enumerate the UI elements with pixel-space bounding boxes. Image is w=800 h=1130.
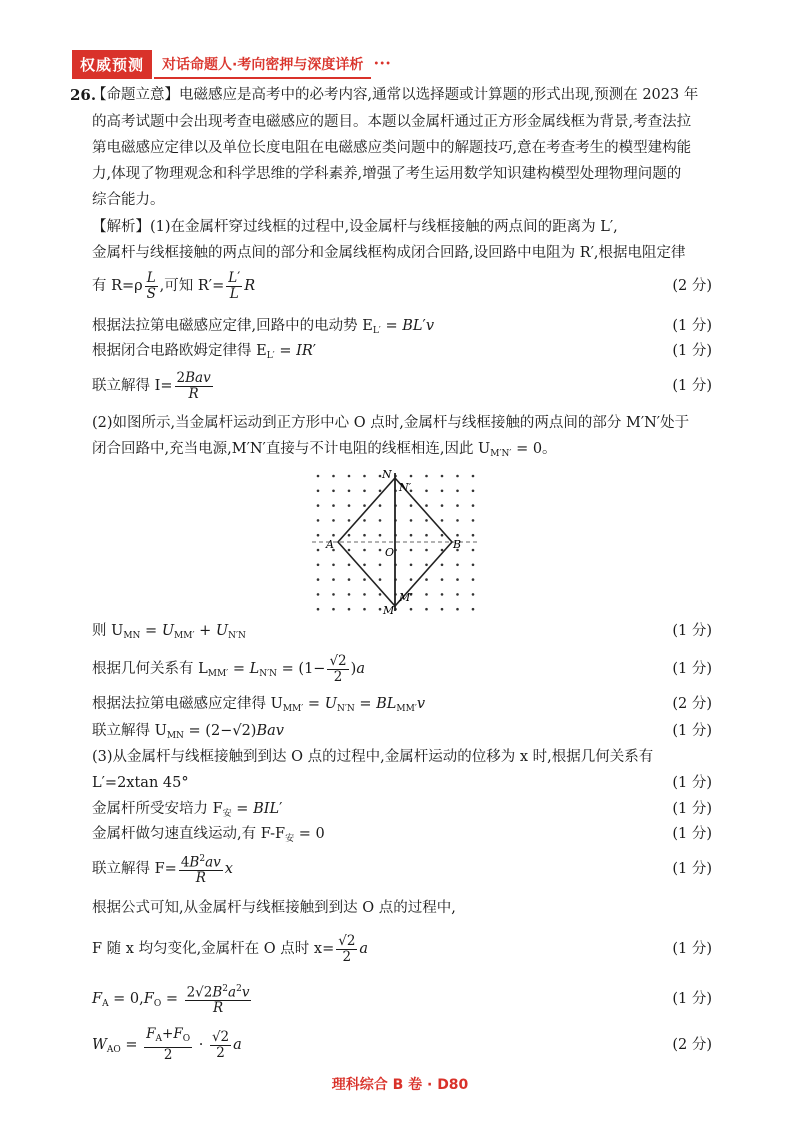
label-O: O (385, 546, 395, 559)
field-dot (441, 549, 444, 552)
field-dot (332, 504, 335, 507)
field-dot (379, 475, 382, 478)
field-dot (379, 593, 382, 596)
field-dot (456, 578, 459, 581)
field-dot (456, 593, 459, 596)
field-dot (332, 475, 335, 478)
field-dot (456, 490, 459, 493)
part3-length: L′=2xtan 45° (1 分) (92, 775, 712, 791)
header-badge: 权威预测 (72, 50, 152, 79)
intent-line-1: 【命题立意】电磁感应是高考中的必考内容,通常以选择题或计算题的形式出现,预测在 2023 年 (92, 87, 699, 103)
field-dot (363, 475, 366, 478)
part2-line-1: (2)如图所示,当金属杆运动到正方形中心 O 点时,金属杆与线框接触的两点间的部分 M′N′处于 (92, 415, 690, 431)
field-dot (410, 504, 413, 507)
field-dot (332, 578, 335, 581)
field-dot (410, 608, 413, 611)
page-footer: 理科综合 B 卷 · D80 (331, 1077, 469, 1093)
field-dot (472, 608, 475, 611)
label-M: M (383, 604, 395, 616)
field-dot (332, 608, 335, 611)
field-dot (456, 519, 459, 522)
field-dot (348, 593, 351, 596)
field-dot (441, 519, 444, 522)
field-dot (472, 593, 475, 596)
field-dot (317, 593, 320, 596)
part3-line-formula: 根据公式可知,从金属杆与线框接触到到达 O 点的过程中, (92, 900, 456, 916)
label-N: N (382, 468, 392, 481)
field-dot (472, 549, 475, 552)
field-dot (363, 504, 366, 507)
field-dot (317, 490, 320, 493)
field-dot (425, 608, 428, 611)
geometry-length: 根据几何关系有 $L_{MM'} = L_{N'N} = (1-$ $\frac{√2}{2}$ )a (1 分) (92, 652, 712, 685)
emf-line: 根据法拉第电磁感应定律,回路中的电动势 $E_{L'} = BL'v$ (1 分) (92, 318, 712, 336)
field-dot (317, 608, 320, 611)
work-formula: $W_{AO}$ = $\frac{F_A+F_O}{2}$ · $\frac{√2}{2}$ a (2 分) (92, 1026, 712, 1063)
field-dot (425, 549, 428, 552)
field-dot (332, 490, 335, 493)
analysis-line-2: 金属杆与线框接触的两点间的部分和金属线框构成闭合回路,设回路中电阻为 R′,根据电阻定律 (92, 245, 686, 261)
field-dot (456, 564, 459, 567)
question-number: 26. (70, 86, 97, 104)
intent-line-2: 的高考试题中会出现考查电磁感应的题目。本题以金属杆通过正方形金属线框为背景,考查法拉 (92, 114, 692, 130)
field-dot (379, 490, 382, 493)
field-dot (472, 475, 475, 478)
field-dot (456, 504, 459, 507)
field-dot (456, 534, 459, 537)
field-dot (425, 534, 428, 537)
field-dot (348, 490, 351, 493)
intent-line-5: 综合能力。 (92, 192, 165, 208)
field-dot (441, 504, 444, 507)
current-result: 联立解得 I= $\frac{\text{2Bav}}{R}$ (1 分) (92, 369, 712, 402)
field-dot (441, 490, 444, 493)
field-dot (425, 490, 428, 493)
field-dot (379, 578, 382, 581)
field-dot (425, 475, 428, 478)
part2-line-2: 闭合回路中,充当电源,M′N′直接与不计电阻的线框相连,因此 $U_{M'N'} = 0$。 (92, 441, 557, 459)
field-dot (317, 504, 320, 507)
field-dot (363, 564, 366, 567)
field-dot (472, 564, 475, 567)
page-header (72, 50, 391, 79)
field-dot (348, 519, 351, 522)
field-dot (332, 564, 335, 567)
intent-line-3: 第电磁感应定律以及单位长度电阻在电磁感应类问题中的解题技巧,意在考查考生的模型建构能 (92, 140, 692, 156)
field-dot (410, 534, 413, 537)
label-B: B (453, 538, 462, 551)
field-dot (410, 475, 413, 478)
field-dot (363, 490, 366, 493)
force-result: 联立解得 F= $\frac{4B^2av}{R}$ x (1 分) (92, 853, 712, 887)
field-dot (425, 593, 428, 596)
label-A: A (326, 538, 334, 551)
field-dot (363, 534, 366, 537)
header-subtitle: 对话命题人·考向密押与深度详析 (154, 51, 371, 79)
field-dot (363, 519, 366, 522)
field-dot (425, 564, 428, 567)
voltage-result: 联立解得 $U_{MN} = (2-√2)Bav$ (1 分) (92, 723, 712, 741)
ohm-line: 根据闭合电路欧姆定律得 $E_{L'} = IR'$ (1 分) (92, 343, 712, 361)
field-dot (379, 519, 382, 522)
intent-line-4: 力,体现了物理观念和科学思维的学科素养,增强了考生运用数学知识建构模型处理物理问题的 (92, 166, 682, 182)
field-dot (317, 578, 320, 581)
label-M-prime: M′ (399, 591, 413, 604)
field-dot (456, 475, 459, 478)
field-dot (441, 593, 444, 596)
force-linear: F 随 x 均匀变化,金属杆在 O 点时 x= $\frac{√2}{2}$ a (1 分) (92, 932, 712, 965)
field-dot (425, 504, 428, 507)
header-decoration: ••• (373, 59, 392, 70)
analysis-line-1: 【解析】(1)在金属杆穿过线框的过程中,设金属杆与线框接触的两点间的距离为 L′, (92, 219, 618, 235)
field-dot (348, 549, 351, 552)
field-dot (379, 534, 382, 537)
field-dot (363, 593, 366, 596)
field-dot (348, 564, 351, 567)
uniform-motion: 金属杆做匀速直线运动,有 $F-F_安 = 0$ (1 分) (92, 826, 712, 844)
field-dot (472, 534, 475, 537)
field-dot (410, 564, 413, 567)
field-dot (317, 475, 320, 478)
field-dot (332, 593, 335, 596)
field-dot (472, 504, 475, 507)
field-dot (441, 564, 444, 567)
field-dot (348, 534, 351, 537)
resistance-formula: 有 R=ρ $\frac{L}{S}$ ,可知 R′= $\frac{L'}{L}$ R (2 分) (92, 269, 712, 302)
field-dot (410, 519, 413, 522)
field-dot (379, 504, 382, 507)
part3-line-1: (3)从金属杆与线框接触到到达 O 点的过程中,金属杆运动的位移为 x 时,根据几何关系有 (92, 749, 654, 765)
label-N-prime: N′ (399, 481, 412, 494)
force-endpoints: $F_A = 0,F_O$ = $\frac{2√2B^2a^2v}{R}$ (1 分) (92, 983, 712, 1017)
field-dot (317, 534, 320, 537)
voltage-sum: 则 $U_{MN} = U_{MM'} + U_{N'N}$ (1 分) (92, 623, 712, 641)
field-dot (472, 578, 475, 581)
field-dot (348, 578, 351, 581)
field-dot (348, 608, 351, 611)
field-dot (332, 519, 335, 522)
field-dot (379, 564, 382, 567)
field-dot (425, 519, 428, 522)
field-dot (317, 519, 320, 522)
field-dot (379, 608, 382, 611)
field-dot (472, 519, 475, 522)
field-dot (317, 549, 320, 552)
field-dot (348, 475, 351, 478)
field-dot (456, 608, 459, 611)
field-dot (441, 534, 444, 537)
field-dot (425, 578, 428, 581)
field-dot (441, 578, 444, 581)
field-dot (472, 490, 475, 493)
field-dot (332, 534, 335, 537)
field-dot (441, 608, 444, 611)
field-dot (441, 475, 444, 478)
field-dot (410, 578, 413, 581)
field-dot (363, 549, 366, 552)
field-dot (379, 549, 382, 552)
square-frame-figure (310, 468, 480, 616)
ampere-force: 金属杆所受安培力 $F_安 = BIL'$ (1 分) (92, 801, 712, 819)
field-dot (363, 608, 366, 611)
field-dot (317, 564, 320, 567)
faraday-voltage: 根据法拉第电磁感应定律得 $U_{MM'} = U_{N'N} = BL_{MM'}v$ (2 分) (92, 696, 712, 714)
field-dot (363, 578, 366, 581)
field-dot (348, 504, 351, 507)
field-dot (410, 549, 413, 552)
